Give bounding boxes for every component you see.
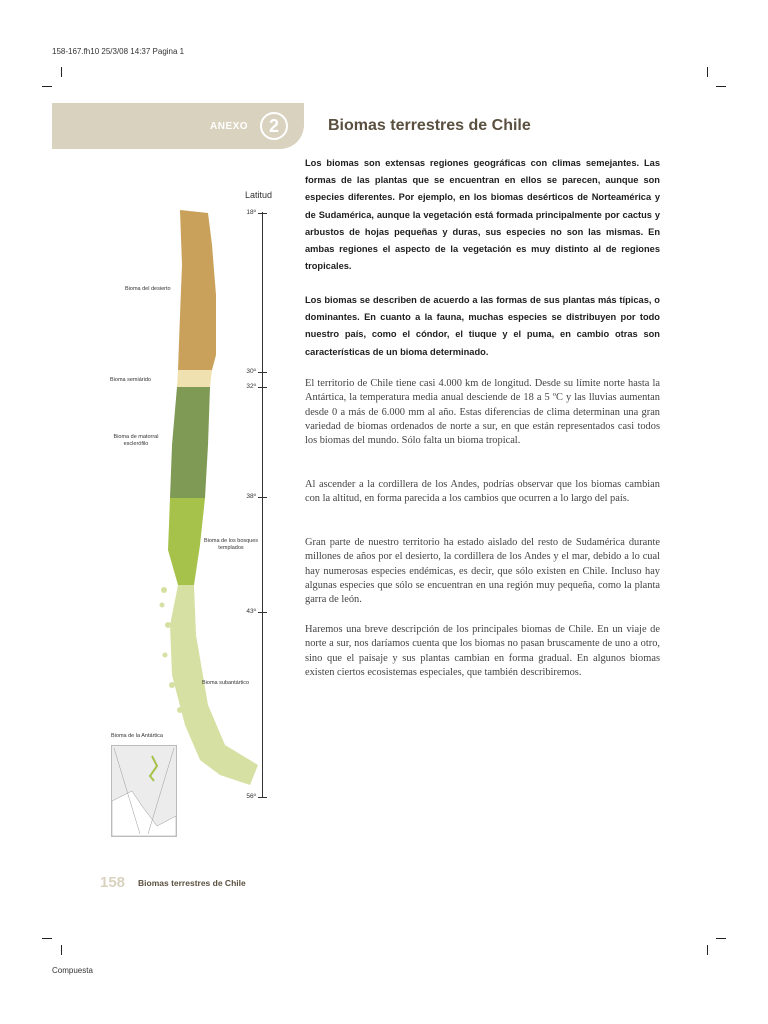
latitude-tick [258, 797, 267, 798]
desert-region [178, 210, 216, 370]
intro-paragraph-1: Los biomas son extensas regiones geográficas con climas semejantes. Las formas de las plantas que se encuentran en ellos se parecen, aunque son especies diferentes. Por ejemplo, en los biomas desérticos de Norteamérica y de Sudamérica, aunque la vegetación está formada principalmente por cactus y arbustos de hojas pequeñas y duras, sus especies no son las mismas. En ambas regiones el aspecto de la vegetación es muy distinto al de regiones tropicales. [305, 158, 660, 272]
annex-number-badge: 2 [260, 112, 288, 140]
antarctic-inset-map [111, 745, 177, 837]
biome-label-desert: Bioma del desierto [125, 286, 171, 292]
latitude-label: 32º [246, 383, 256, 390]
latitude-tick [258, 372, 267, 373]
intro-paragraph-2: Los biomas se describen de acuerdo a las formas de sus plantas más típicas, o dominantes. En cuanto a la fauna, muchas especies se distribuyen por todo nuestro país, como el cóndor, el tiuque y el puma, en cambio otras son características de un bioma determinado. [305, 295, 660, 357]
biome-label-antarctic: Bioma de la Antártica [111, 733, 163, 739]
biome-label-matorral: Bioma de matorral esclerófilo [113, 434, 159, 447]
print-footer-label: Compuesta [52, 966, 93, 975]
latitude-label: 38º [246, 493, 256, 500]
antarctic-inset-shape [112, 746, 176, 836]
body-paragraph-4: Haremos una breve descripción de los principales biomas de Chile. En un viaje de norte a sur, nos daríamos cuenta que los biomas no pasan bruscamente de uno a otro, sino que el paisaje y sus plantas cambian en forma gradual. En algunos biomas existen ciertos ecosistemas especiales, que también describiremos. [305, 624, 660, 678]
latitude-tick [258, 612, 267, 613]
body-paragraph-3: Gran parte de nuestro territorio ha estado aislado del resto de Sudamérica durante millones de años por el desierto, la cordillera de los Andes y el mar, debido a lo cual hay numerosas especies endémicas, es decir, que sólo existen en Chile. Incluso hay algunas especies que sólo se encuentran en una región muy pequeña, como la planta garra de león. [305, 537, 660, 606]
latitude-label: 18º [246, 209, 256, 216]
latitude-title: Latitud [245, 190, 273, 200]
print-slug: 158-167.fh10 25/3/08 14:37 Pagina 1 [52, 47, 185, 56]
latitude-label: 30º [246, 368, 256, 375]
footer-section-title: Biomas terrestres de Chile [138, 878, 246, 888]
page-title: Biomas terrestres de Chile [328, 117, 531, 134]
latitude-tick [258, 213, 267, 214]
semiarid-region [177, 370, 212, 387]
latitude-tick [258, 387, 267, 388]
latitude-scale-line [262, 212, 263, 798]
biome-label-subantarctic: Bioma subantártico [202, 680, 250, 686]
page-number: 158 [100, 874, 126, 891]
body-paragraph-1: El territorio de Chile tiene casi 4.000 km de longitud. Desde su límite norte hasta la Antártica, la temperatura media anual desciende de 18 a 5 ºC y las lluvias aumentan desde 0 a más de 6.000 mm al año. Estas diferencias de clima determinan una gran variedad de biomas ordenados de norte a sur, en que están representados casi todos los biomas del mundo. Sólo falta un bioma tropical. [305, 378, 660, 447]
biome-label-temperate-forest: Bioma de los bosques templados [203, 538, 259, 551]
latitude-label: 43º [246, 608, 256, 615]
latitude-label: 56º [246, 793, 256, 800]
matorral-region [170, 387, 210, 498]
latitude-tick [258, 497, 267, 498]
biome-label-semiarid: Bioma semiárido [110, 377, 151, 383]
chile-map-shape [150, 205, 265, 805]
body-paragraph-2: Al ascender a la cordillera de los Andes, podrías observar que los biomas cambian con la altitud, en forma parecida a los cambios que ocurren a lo largo del país. [305, 479, 660, 505]
annex-label: ANEXO [210, 121, 249, 132]
